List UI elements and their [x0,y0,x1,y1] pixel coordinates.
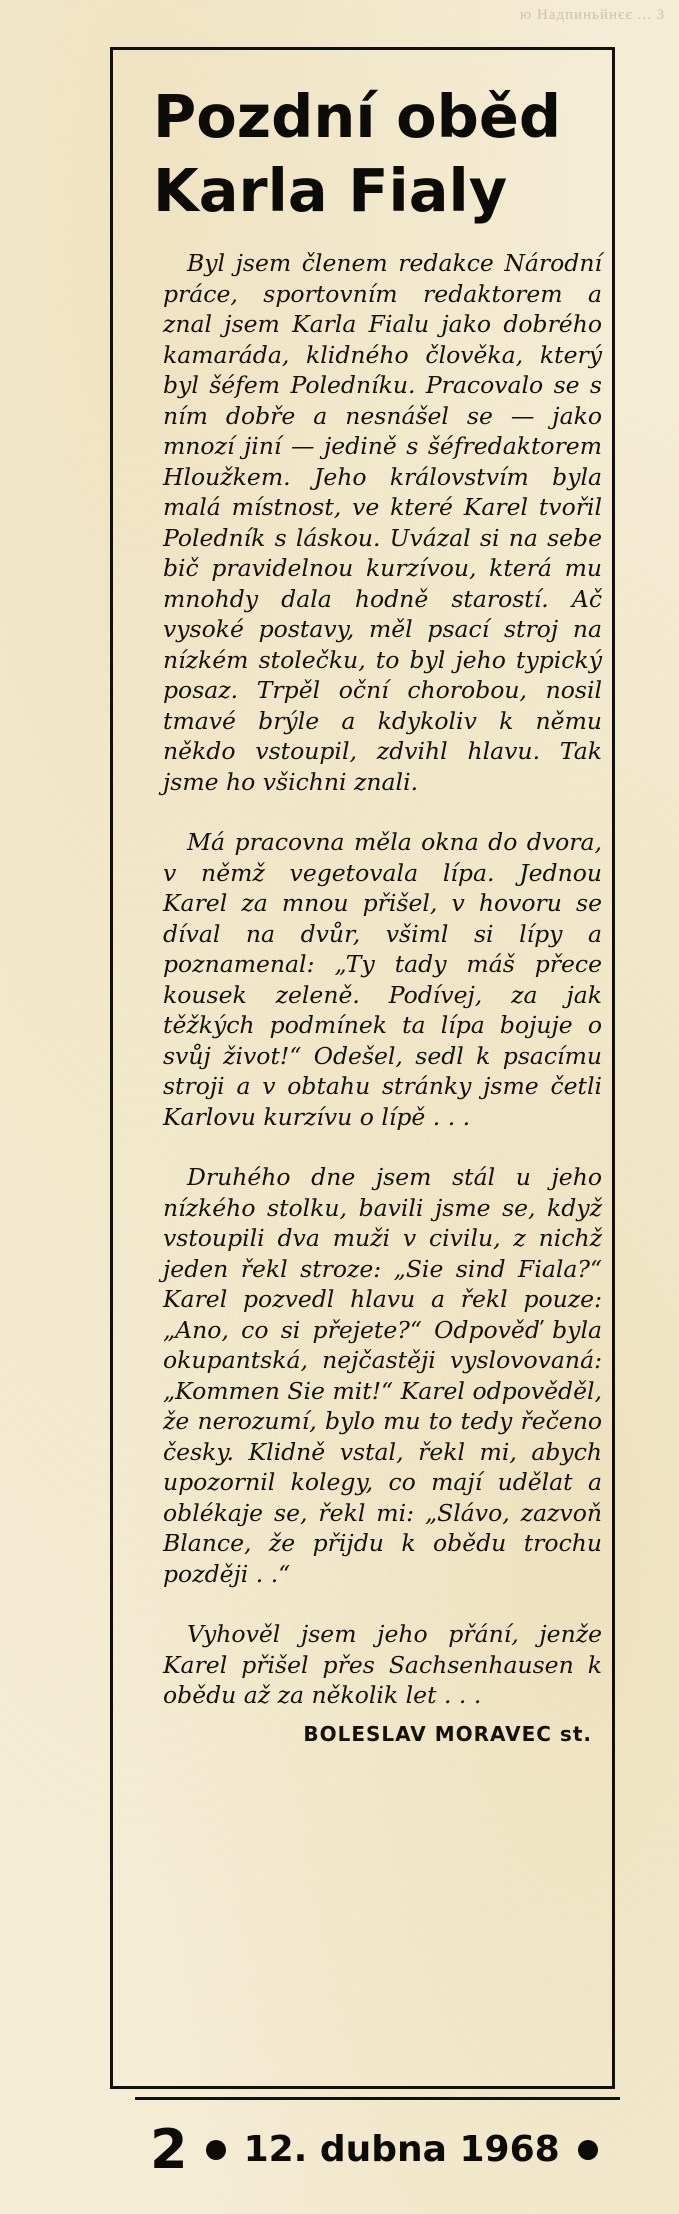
title-line-2: Karla Fialy [153,156,508,225]
page-number: 2 [150,2118,188,2181]
article-clipping [110,47,615,2089]
bullet-icon [206,2140,226,2160]
page-footer [150,2118,616,2182]
paragraph-2: Má pracovna měla okna do dvora, v němž vegetovala lípa. Jednou Karel za mnou přišel, v hovoru se díval na dvůr, všiml si lípy a poznamenal: „Ty tady máš přece kousek zeleně. Podívej, za jak těžkých podmínek ta lípa bojuje o svůj život!“ Odešel, sedl k psacímu stroji a v obtahu stránky jsme četli Karlovu kurzívu o lípě . . . [163,828,602,1131]
title-line-1: Pozdní oběd [153,82,562,151]
bleed-through-text: ю Надпиньйнєє ... 3 [520,7,666,23]
article-title [153,80,612,228]
author-signature: BOLESLAV MORAVEC st. [303,1721,592,1746]
paragraph-3: Druhého dne jsem stál u jeho nízkého stolku, bavili jsme se, když vstoupili dva muži v civilu, z nichž jeden řekl stroze: „Sie sind Fiala?“ Karel pozvedl hlavu a řekl pouze: „Ano, co si přejete?“ Odpověď byla okupantská, nejčastěji vyslovovaná: „Kommen Sie mit!“ Karel odpověděl, že nerozumí, bylo mu to tedy řečeno česky. Klidně vstal, řekl mi, abych upozornil kolegy, co mají udělat a oblékaje se, řekl mi: „Slávo, zazvoň Blance, že přijdu k obědu trochu později . .“ [163,1163,602,1588]
issue-date: 12. dubna 1968 [243,2129,560,2170]
bullet-icon [578,2140,598,2160]
article-body [163,248,602,1749]
paragraph-4: Vyhověl jsem jeho přání, jenže Karel přišel přes Sachsenhausen k obědu až za několik let . . . [163,1620,602,1709]
paragraph-1: Byl jsem členem redakce Národní práce, sportovním redaktorem a znal jsem Karla Fialu jako dobrého kamaráda, klidného člověka, který byl šéfem Poledníku. Pracovalo se s ním dobře a nesnášel se — jako mnozí jiní — jedině s šéfredaktorem Hloužkem. Jeho královstvím byla malá místnost, ve které Karel tvořil Poledník s láskou. Uvázal si na sebe bič pravidelnou kurzívou, která mu mnohdy dala hodně starostí. Ač vysoké postavy, měl psací stroj na nízkém stolečku, to byl jeho typický posaz. Trpěl oční chorobou, nosil tmavé brýle a kdykoliv k němu někdo vstoupil, zdvihl hlavu. Tak jsme ho všichni znali. [163,249,602,796]
